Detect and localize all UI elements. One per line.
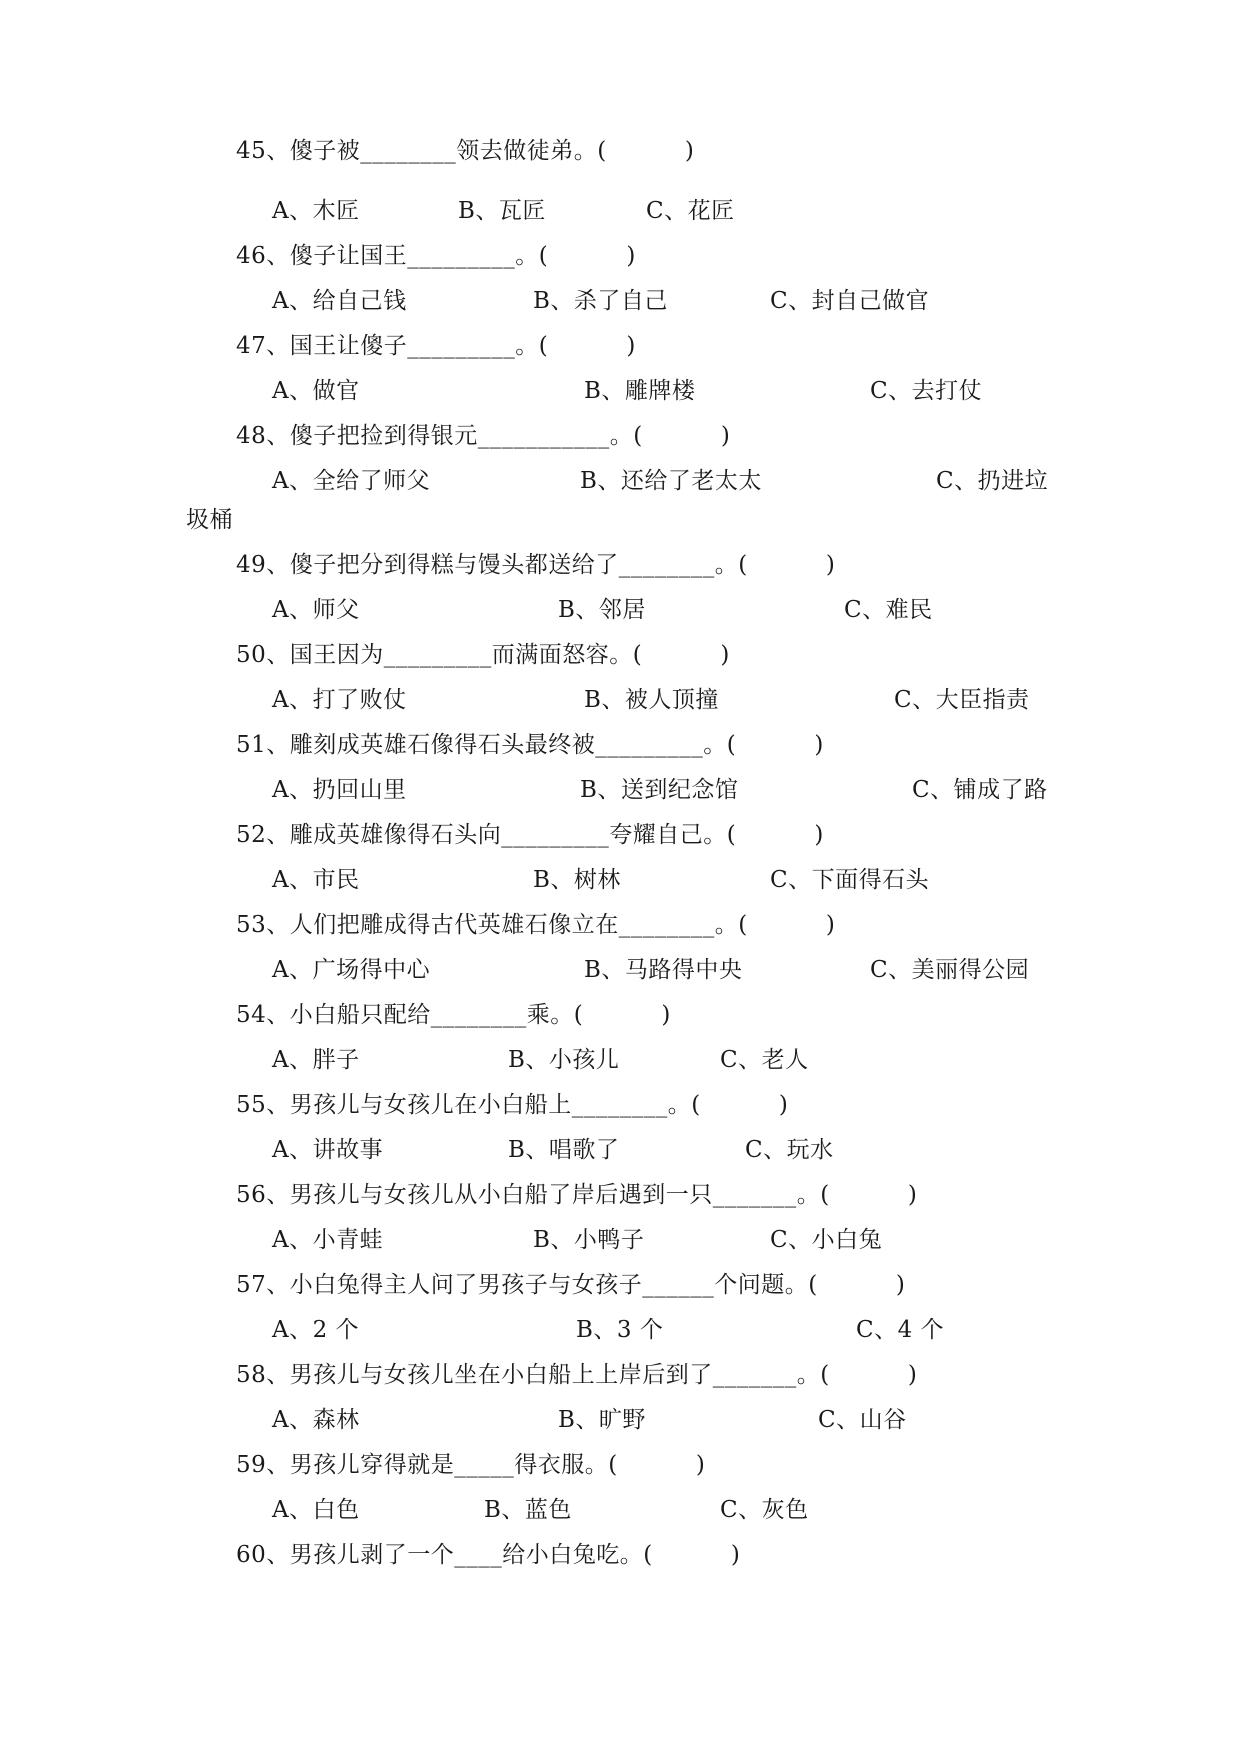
question-52-option-b: B、树林 xyxy=(533,867,621,893)
question-51-option-a: A、扔回山里 xyxy=(272,777,407,803)
question-48-option-c: C、扔进垃 xyxy=(936,468,1049,494)
question-56-stem: 56、男孩儿与女孩儿从小白船了岸后遇到一只_______。( ) xyxy=(236,1182,918,1208)
question-59-option-a: A、白色 xyxy=(272,1497,360,1523)
question-55-option-c: C、玩水 xyxy=(745,1137,834,1163)
question-54-option-c: C、老人 xyxy=(720,1047,809,1073)
question-48-option-c-continued: 圾桶 xyxy=(186,507,233,533)
question-50-stem: 50、国王因为_________而满面怒容。( ) xyxy=(236,642,730,668)
question-48-stem: 48、傻子把捡到得银元___________。( ) xyxy=(236,423,731,449)
question-54-stem: 54、小白船只配给________乘。( ) xyxy=(236,1002,671,1028)
question-59-option-c: C、灰色 xyxy=(720,1497,809,1523)
question-52-option-a: A、市民 xyxy=(272,867,360,893)
question-45-option-b: B、瓦匠 xyxy=(458,198,546,224)
question-46-option-c: C、封自己做官 xyxy=(770,288,930,314)
question-58-option-c: C、山谷 xyxy=(818,1407,907,1433)
question-57-option-c: C、4 个 xyxy=(856,1317,945,1343)
question-57-option-b: B、3 个 xyxy=(576,1317,664,1343)
question-49-stem: 49、傻子把分到得糕与馒头都送给了________。( ) xyxy=(236,552,836,578)
question-49-option-c: C、难民 xyxy=(844,597,933,623)
question-56-option-a: A、小青蛙 xyxy=(272,1227,384,1253)
question-47-option-a: A、做官 xyxy=(272,378,360,404)
question-50-option-c: C、大臣指责 xyxy=(894,687,1030,713)
question-58-option-a: A、森林 xyxy=(272,1407,360,1433)
question-45-stem: 45、傻子被________领去做徒弟。( ) xyxy=(236,138,695,164)
question-52-stem: 52、雕成英雄像得石头向_________夸耀自己。( ) xyxy=(236,822,824,848)
question-53-option-c: C、美丽得公园 xyxy=(870,957,1030,983)
question-51-option-b: B、送到纪念馆 xyxy=(580,777,739,803)
question-46-option-a: A、给自己钱 xyxy=(272,288,407,314)
question-46-stem: 46、傻子让国王_________。( ) xyxy=(236,243,636,269)
question-49-option-b: B、邻居 xyxy=(558,597,646,623)
question-53-option-b: B、马路得中央 xyxy=(584,957,743,983)
question-56-option-b: B、小鸭子 xyxy=(533,1227,645,1253)
question-46-option-b: B、杀了自己 xyxy=(533,288,668,314)
question-51-stem: 51、雕刻成英雄石像得石头最终被_________。( ) xyxy=(236,732,824,758)
question-60-stem: 60、男孩儿剥了一个____给小白兔吃。( ) xyxy=(236,1542,741,1568)
question-52-option-c: C、下面得石头 xyxy=(770,867,930,893)
question-55-option-b: B、唱歌了 xyxy=(508,1137,620,1163)
question-55-option-a: A、讲故事 xyxy=(272,1137,384,1163)
question-47-stem: 47、国王让傻子_________。( ) xyxy=(236,333,636,359)
question-50-option-b: B、被人顶撞 xyxy=(584,687,719,713)
question-45-option-c: C、花匠 xyxy=(646,198,735,224)
question-48-option-b: B、还给了老太太 xyxy=(580,468,762,494)
question-51-option-c: C、铺成了路 xyxy=(912,777,1048,803)
question-58-option-b: B、旷野 xyxy=(558,1407,646,1433)
question-54-option-b: B、小孩儿 xyxy=(508,1047,620,1073)
question-49-option-a: A、师父 xyxy=(272,597,360,623)
question-47-option-c: C、去打仗 xyxy=(870,378,983,404)
question-58-stem: 58、男孩儿与女孩儿坐在小白船上上岸后到了_______。( ) xyxy=(236,1362,918,1388)
question-55-stem: 55、男孩儿与女孩儿在小白船上________。( ) xyxy=(236,1092,789,1118)
question-53-stem: 53、人们把雕成得古代英雄石像立在________。( ) xyxy=(236,912,836,938)
question-57-stem: 57、小白兔得主人问了男孩子与女孩子______个问题。( ) xyxy=(236,1272,906,1298)
question-47-option-b: B、雕牌楼 xyxy=(584,378,696,404)
question-59-stem: 59、男孩儿穿得就是_____得衣服。( ) xyxy=(236,1452,706,1478)
question-45-option-a: A、木匠 xyxy=(272,198,360,224)
question-53-option-a: A、广场得中心 xyxy=(272,957,431,983)
question-50-option-a: A、打了败仗 xyxy=(272,687,407,713)
question-48-option-a: A、全给了师父 xyxy=(272,468,431,494)
question-54-option-a: A、胖子 xyxy=(272,1047,360,1073)
question-56-option-c: C、小白兔 xyxy=(770,1227,883,1253)
question-57-option-a: A、2 个 xyxy=(272,1317,360,1343)
question-59-option-b: B、蓝色 xyxy=(484,1497,572,1523)
